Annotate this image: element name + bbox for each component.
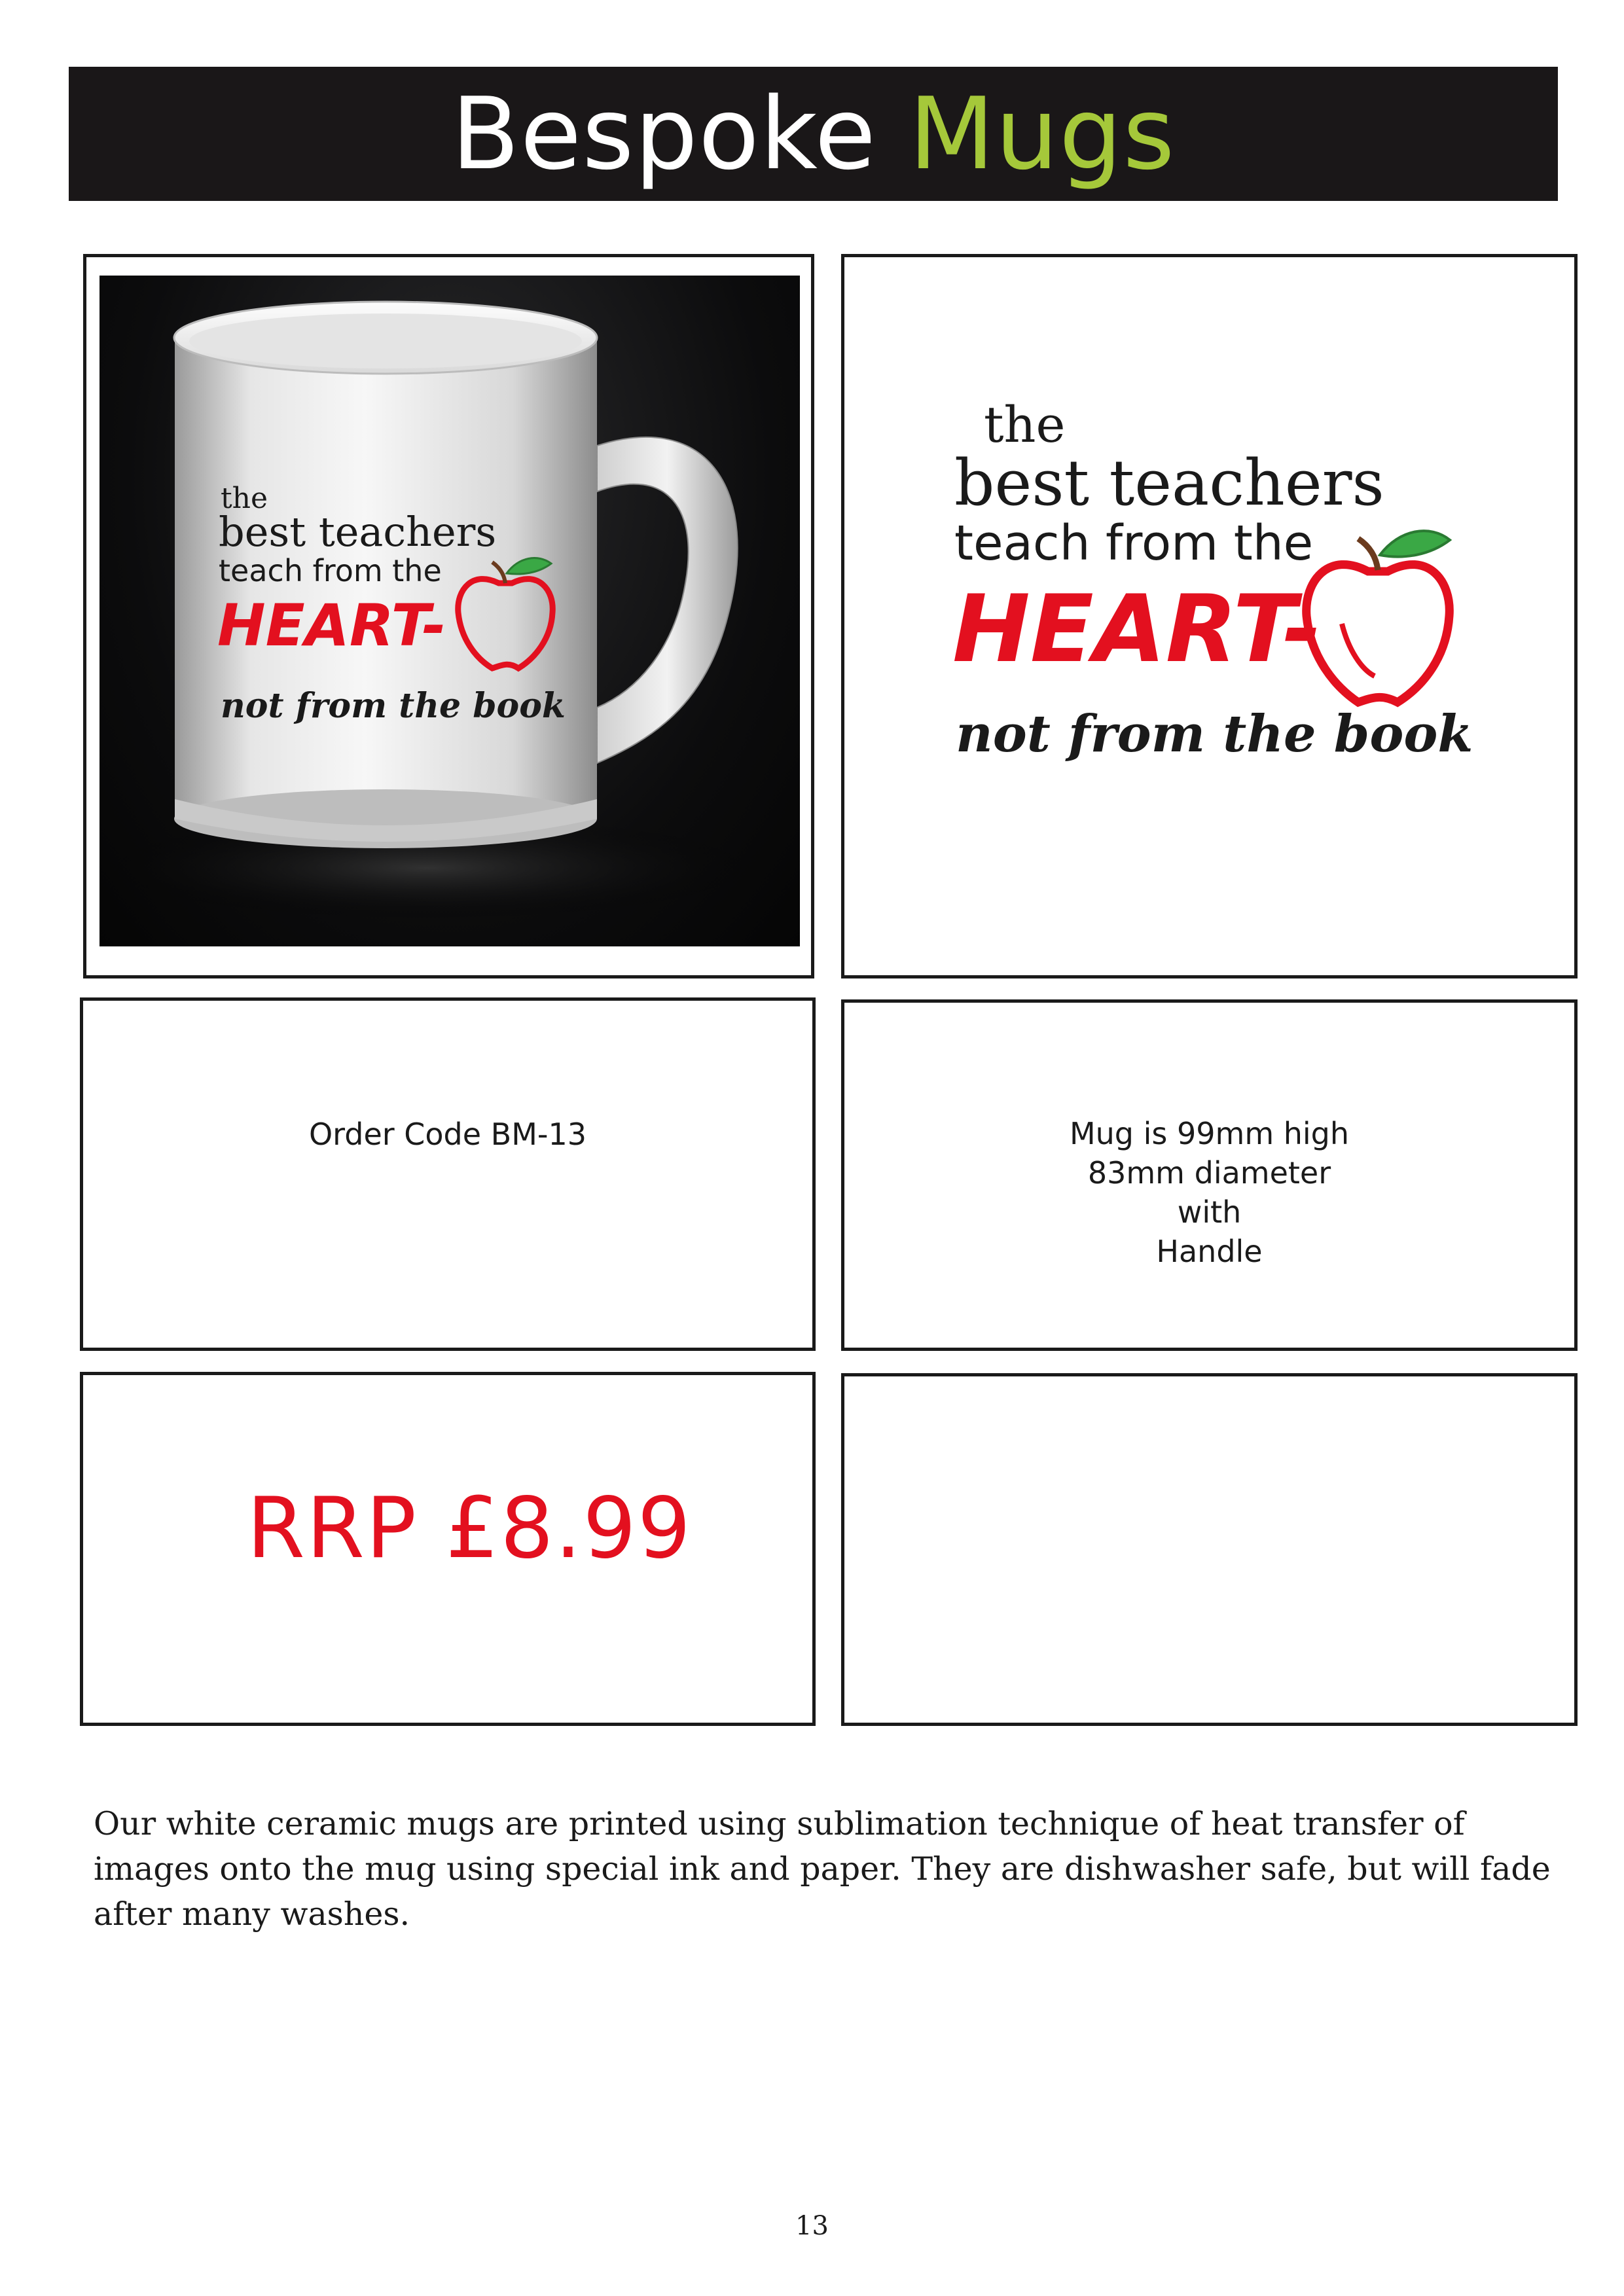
mug-slogan-teach: teach from the — [219, 553, 442, 588]
spec-diameter: 83mm diameter — [1087, 1155, 1331, 1191]
mug-slogan-book: not from the book — [221, 686, 566, 726]
product-photo-frame — [83, 254, 814, 978]
mug-body — [175, 338, 597, 842]
mug-inside — [189, 314, 582, 368]
spec-height: Mug is 99mm high — [1069, 1116, 1350, 1151]
page-title — [451, 76, 1176, 192]
design-artwork — [844, 257, 1574, 975]
title-main: Bespoke — [451, 76, 877, 192]
price: RRP £8.99 — [247, 1480, 693, 1577]
mug-slogan-the: the — [221, 482, 268, 515]
price-box — [80, 1372, 816, 1726]
design-slogan-heart: HEART- — [952, 575, 1322, 683]
specs-box — [841, 999, 1578, 1351]
spec-handle: Handle — [1156, 1234, 1263, 1269]
order-code: Order Code BM-13 — [308, 1117, 587, 1152]
mug-slogan-heart: HEART- — [217, 592, 446, 659]
mug-illustration — [99, 276, 800, 946]
title-banner — [69, 67, 1558, 201]
design-slogan-the: the — [984, 395, 1066, 454]
product-description: Our white ceramic mugs are printed using sublimation technique of heat transfer of images onto the mug using special ink and paper. They are dishwasher safe, but will fade after many washes. — [94, 1805, 1551, 1933]
mug-slogan-best: best teachers — [219, 508, 497, 556]
spec-with: with — [1177, 1194, 1242, 1230]
empty-box — [841, 1373, 1578, 1726]
design-slogan-teach: teach from the — [954, 515, 1314, 571]
design-slogan-book: not from the book — [956, 704, 1473, 764]
mug-handle — [597, 437, 738, 763]
design-slogan-best: best teachers — [954, 446, 1384, 520]
order-code-box — [80, 997, 816, 1351]
title-accent: Mugs — [909, 76, 1176, 192]
design-artwork-frame — [841, 254, 1578, 978]
mug-photo — [99, 276, 800, 946]
apple-icon — [1307, 531, 1450, 702]
page-number: 13 — [795, 2211, 829, 2241]
spec-lines — [844, 1114, 1574, 1271]
